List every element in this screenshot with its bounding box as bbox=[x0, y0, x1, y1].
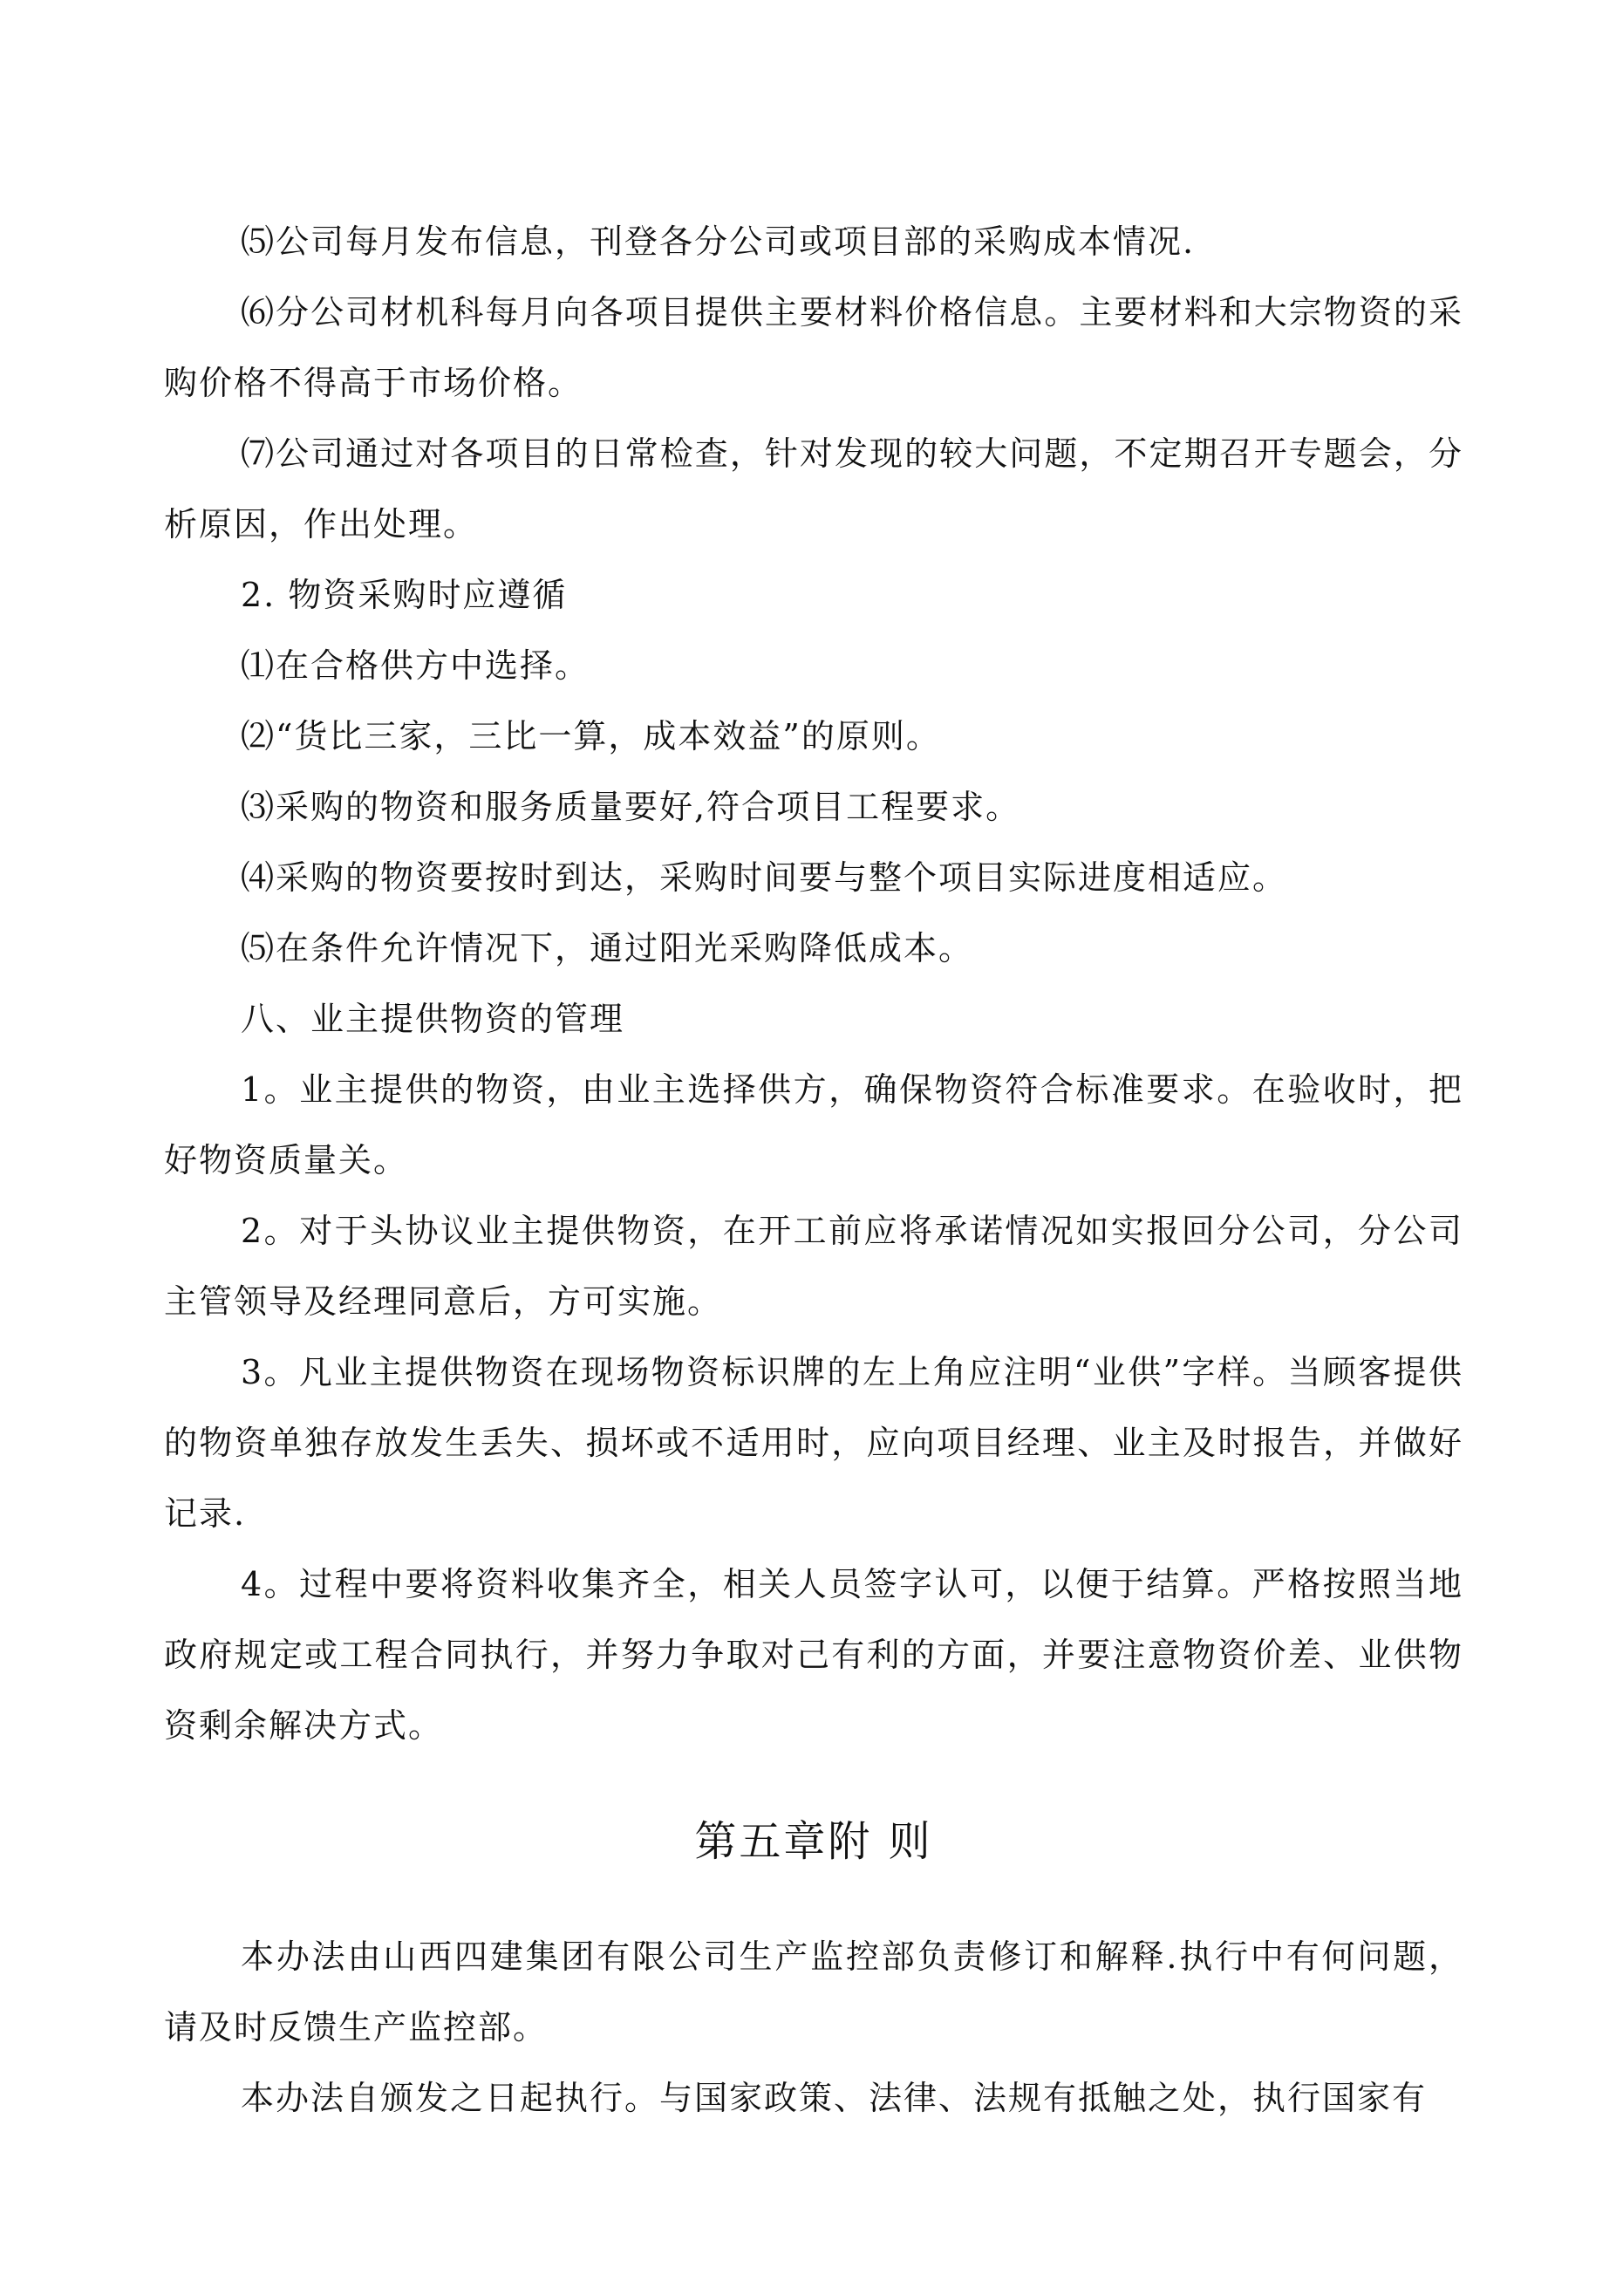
paragraph: 3。凡业主提供物资在现场物资标识牌的左上角应注明“业供”字样。当顾客提供的物资单独存放发生丢失、损坏或不适用时，应向项目经理、业主及时报告，并做好记录. bbox=[164, 1353, 1463, 1533]
paragraph: ⑷采购的物资要按时到达，采购时间要与整个项目实际进度相适应。 bbox=[241, 858, 1288, 897]
paragraph: 2。对于头协议业主提供物资，在开工前应将承诺情况如实报回分公司，分公司主管领导及经理同意后，方可实施。 bbox=[164, 1212, 1463, 1321]
paragraph: ⑸公司每月发布信息，刊登各分公司或项目部的采购成本情况. bbox=[241, 222, 1196, 261]
paragraph: ⑸在条件允许情况下，通过阳光采购降低成本。 bbox=[241, 929, 974, 967]
section-heading: 八、业主提供物资的管理 bbox=[241, 1000, 625, 1038]
paragraph: ⑹分公司材机科每月向各项目提供主要材料价格信息。主要材料和大宗物资的采购价格不得高于市场价格。 bbox=[164, 293, 1463, 402]
paragraph: 本办法由山西四建集团有限公司生产监控部负责修订和解释.执行中有何问题，请及时反馈生产监控部。 bbox=[164, 1937, 1463, 2047]
paragraph: 1。业主提供的物资，由业主选择供方，确保物资符合标准要求。在验收时，把好物资质量关。 bbox=[164, 1070, 1463, 1179]
paragraph: ⑺公司通过对各项目的日常检查，针对发现的较大问题，不定期召开专题会，分析原因，作出处理。 bbox=[164, 434, 1463, 543]
paragraph: 2. 物资采购时应遵循 bbox=[241, 576, 568, 614]
paragraph: ⑴在合格供方中选择。 bbox=[241, 646, 590, 685]
document-body bbox=[164, 207, 1463, 2134]
chapter-title: 第五章附 则 bbox=[694, 1817, 933, 1866]
paragraph: 本办法自颁发之日起执行。与国家政策、法律、法规有抵触之处，执行国家有 bbox=[241, 2079, 1428, 2117]
paragraph: ⑶采购的物资和服务质量要好,符合项目工程要求。 bbox=[241, 788, 1021, 826]
paragraph: 4。过程中要将资料收集齐全，相关人员签字认可，以便于结算。严格按照当地政府规定或工程合同执行，并努力争取对己有利的方面，并要注意物资价差、业供物资剩余解决方式。 bbox=[164, 1565, 1463, 1745]
paragraph: ⑵“货比三家，三比一算，成本效益”的原则。 bbox=[241, 717, 941, 755]
